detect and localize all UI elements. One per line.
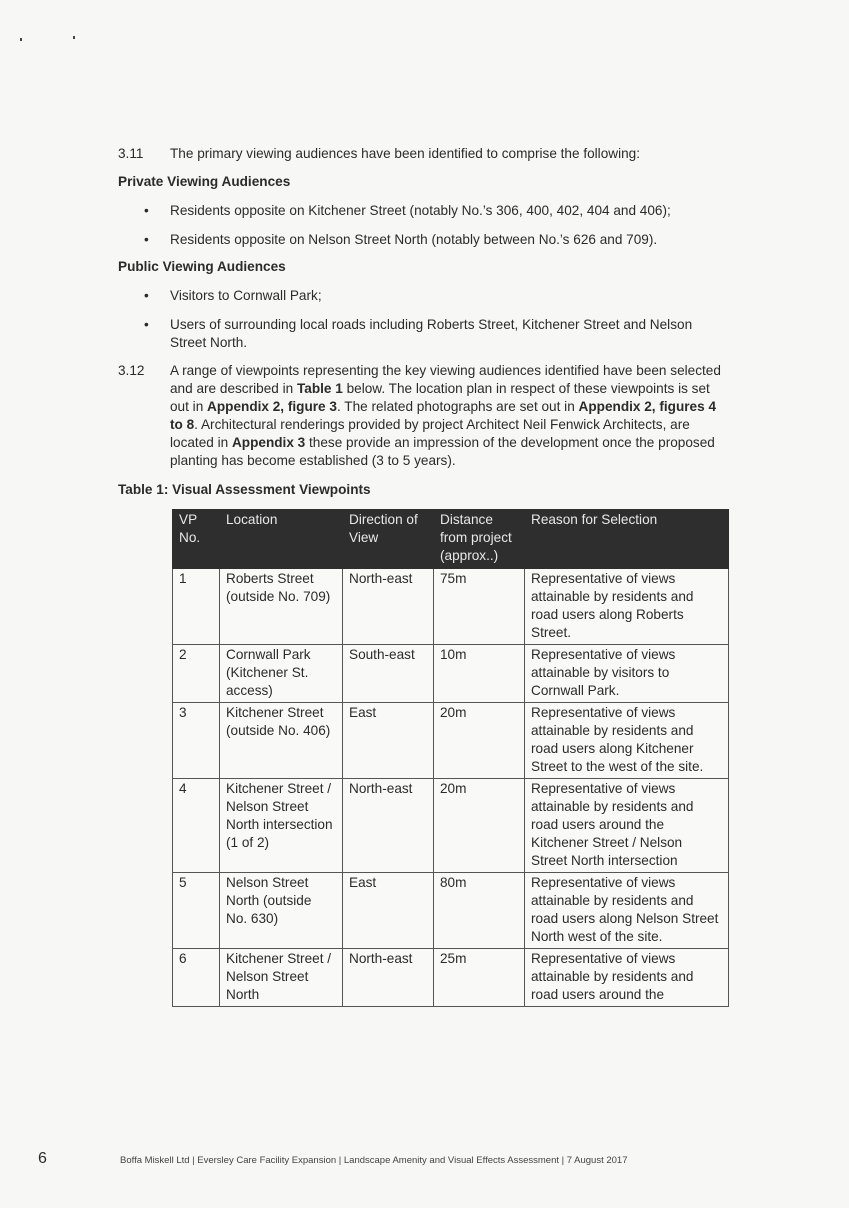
reason-cell: Representative of views attainable by residents and road users along Nelson Street North west of the site. [525, 873, 729, 949]
table-reference: Table 1 [296, 381, 343, 396]
vp-number: 4 [173, 779, 220, 873]
direction-cell: North-east [343, 779, 434, 873]
distance-cell: 20m [434, 703, 525, 779]
table-row [173, 949, 729, 1007]
appendix-reference: Appendix 2, figures 4 to 8 [170, 399, 717, 432]
distance-cell: 20m [434, 779, 525, 873]
reason-cell: Representative of views attainable by residents and road users along Kitchener Street to the west of the site. [525, 703, 729, 779]
table-row [173, 645, 729, 703]
location-cell: Kitchener Street / Nelson Street North intersection (1 of 2) [220, 779, 343, 873]
text-run: below. The location plan in respect of these viewpoints is set out in [170, 381, 710, 414]
direction-cell: North-east [343, 949, 434, 1007]
text-run: . Architectural renderings provided by project Architect Neil Fenwick Architects, are located in [170, 417, 690, 450]
table-row [173, 873, 729, 949]
text-run: these provide an impression of the development once the proposed planting has become established (3 to 5 years). [170, 435, 715, 468]
appendix-reference: Appendix 2, figure 3 [207, 399, 337, 414]
vp-number: 6 [173, 949, 220, 1007]
reason-cell: Representative of views attainable by visitors to Cornwall Park. [525, 645, 729, 703]
viewpoints-table [172, 509, 729, 1007]
column-header: VP No. [173, 510, 220, 569]
direction-cell: East [343, 873, 434, 949]
distance-cell: 80m [434, 873, 525, 949]
scan-mark [73, 36, 75, 39]
column-header: Direction of View [343, 510, 434, 569]
paragraph-text [170, 362, 725, 470]
vp-number: 1 [173, 569, 220, 645]
location-cell: Kitchener Street (outside No. 406) [220, 703, 343, 779]
distance-cell: 75m [434, 569, 525, 645]
list-item-text: Residents opposite on Kitchener Street (notably No.’s 306, 400, 402, 404 and 406); [170, 203, 671, 218]
text-run: . The related photographs are set out in [336, 399, 579, 414]
bullet-icon: • [144, 232, 149, 247]
bullet-icon: • [144, 317, 149, 332]
location-cell: Roberts Street (outside No. 709) [220, 569, 343, 645]
reason-cell: Representative of views attainable by residents and road users around the [525, 949, 729, 1007]
table-row [173, 779, 729, 873]
direction-cell: East [343, 703, 434, 779]
list-item-text: Residents opposite on Nelson Street North (notably between No.’s 626 and 709). [170, 232, 658, 247]
distance-cell: 10m [434, 645, 525, 703]
paragraph-number: 3.11 [118, 146, 144, 161]
direction-cell: North-east [343, 569, 434, 645]
vp-number: 2 [173, 645, 220, 703]
vp-number: 5 [173, 873, 220, 949]
table-row [173, 569, 729, 645]
paragraph-number: 3.12 [118, 363, 145, 378]
appendix-reference: Appendix 3 [231, 435, 306, 450]
footer-text: Boffa Miskell Ltd | Eversley Care Facility Expansion | Landscape Amenity and Visual Effects Assessment | 7 August 2017 [120, 1155, 628, 1166]
reason-cell: Representative of views attainable by residents and road users along Roberts Street. [525, 569, 729, 645]
direction-cell: South-east [343, 645, 434, 703]
location-cell: Nelson Street North (outside No. 630) [220, 873, 343, 949]
reason-cell: Representative of views attainable by residents and road users around the Kitchener Street / Nelson Street North intersection [525, 779, 729, 873]
public-audiences-heading: Public Viewing Audiences [118, 259, 286, 274]
bullet-icon: • [144, 203, 149, 218]
distance-cell: 25m [434, 949, 525, 1007]
bullet-icon: • [144, 288, 149, 303]
location-cell: Cornwall Park (Kitchener St. access) [220, 645, 343, 703]
location-cell: Kitchener Street / Nelson Street North [220, 949, 343, 1007]
text-run: A range of viewpoints representing the key viewing audiences identified have been selected and are described in [170, 363, 721, 396]
paragraph-text: The primary viewing audiences have been identified to comprise the following: [170, 146, 640, 161]
list-item-text: Visitors to Cornwall Park; [170, 288, 322, 303]
table-title: Table 1: Visual Assessment Viewpoints [118, 482, 371, 497]
vp-number: 3 [173, 703, 220, 779]
list-item-text: Users of surrounding local roads including Roberts Street, Kitchener Street and Nelson Street North. [170, 317, 693, 350]
private-audiences-heading: Private Viewing Audiences [118, 174, 291, 189]
table-header-row [173, 510, 729, 569]
column-header: Location [220, 510, 343, 569]
scan-mark [20, 38, 22, 41]
table-row [173, 703, 729, 779]
column-header: Reason for Selection [525, 510, 729, 569]
column-header: Distance from project (approx..) [434, 510, 525, 569]
page-number: 6 [38, 1150, 47, 1167]
